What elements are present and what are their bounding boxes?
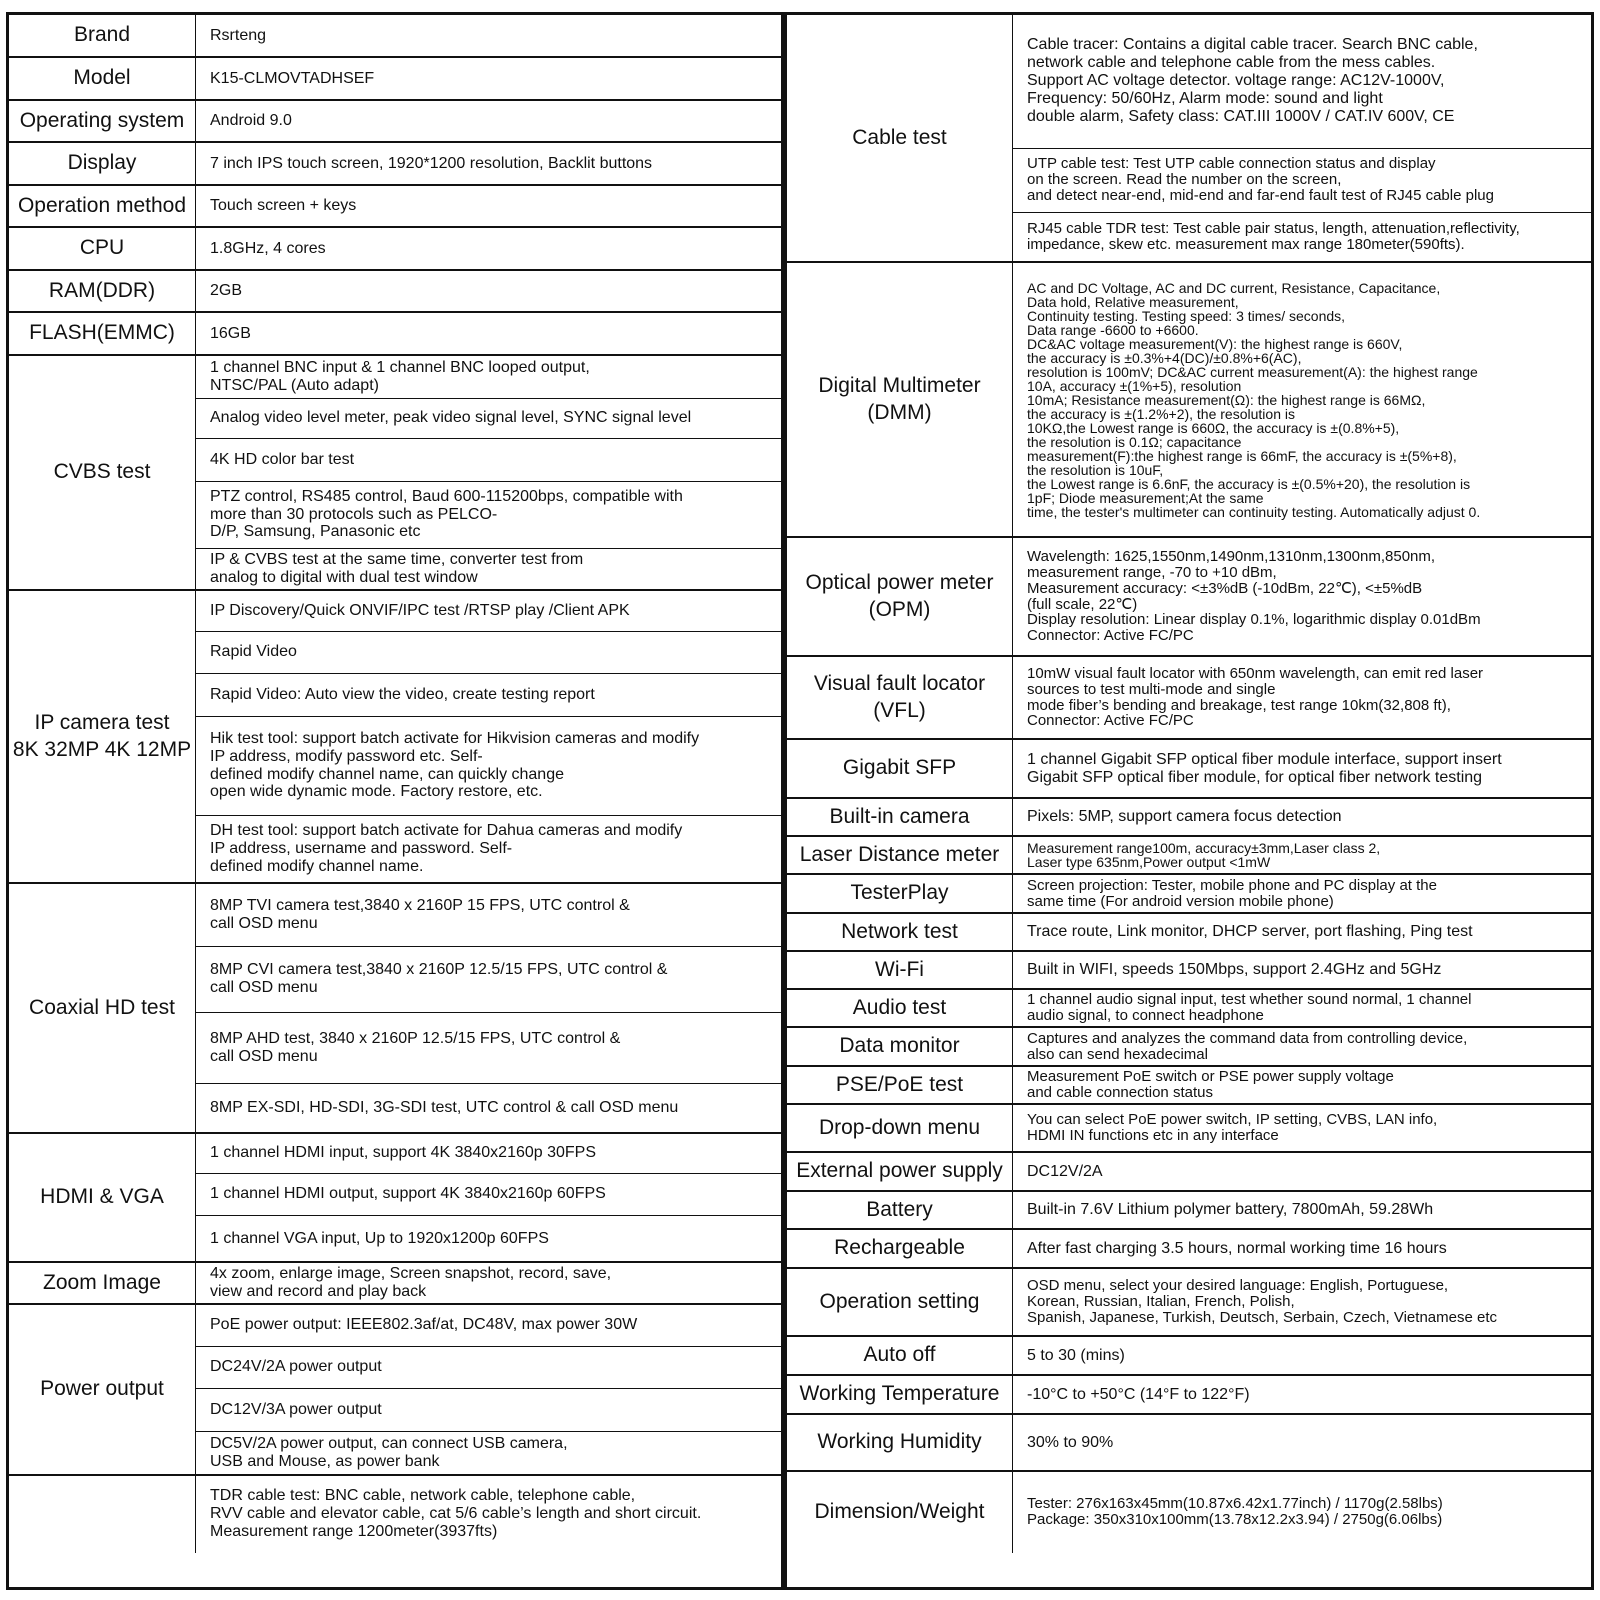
value-power-output-3: DC12V/3A power output — [210, 1400, 382, 1418]
value-coaxial-hd-test-1: 8MP TVI camera test,3840 x 2160P 15 FPS, UTC control & call OSD menu — [210, 896, 630, 932]
label-operation-method: Operation method — [9, 185, 196, 227]
value-laser-distance-meter: Measurement range100m, accuracy±3mm,Laser class 2, Laser type 635nm,Power output <1mW — [1027, 840, 1381, 870]
value-hdmi-vga-3: 1 channel VGA input, Up to 1920x1200p 60FPS — [210, 1229, 549, 1247]
value-pse-poe-test: Measurement PoE switch or PSE power supply voltage and cable connection status — [1027, 1068, 1394, 1101]
value-coaxial-hd-test-3: 8MP AHD test, 3840 x 2160P 12.5/15 FPS, UTC control & call OSD menu — [210, 1029, 621, 1065]
value-coaxial-hd-test-2: 8MP CVI camera test,3840 x 2160P 12.5/15 FPS, UTC control & call OSD menu — [210, 961, 668, 996]
value-zoom-image: 4x zoom, enlarge image, Screen snapshot, record, save, view and record and play back — [210, 1265, 612, 1300]
label-ip-camera-test: IP camera test 8K 32MP 4K 12MP — [9, 590, 196, 883]
value-cpu: 1.8GHz, 4 cores — [210, 239, 326, 257]
value-operating-system: Android 9.0 — [210, 112, 292, 130]
label-cable-test: Cable test — [787, 14, 1013, 262]
label-gigabit-sfp: Gigabit SFP — [787, 739, 1013, 798]
label-operating-system: Operating system — [9, 100, 196, 142]
label-drop-down-menu: Drop-down menu — [787, 1104, 1013, 1152]
value-wi-fi: Built in WIFI, speeds 150Mbps, support 2.4GHz and 5GHz — [1027, 961, 1442, 979]
value-digital-multimeter: AC and DC Voltage, AC and DC current, Resistance, Capacitance, Data hold, Relative measurement, Continuity testing. Testing speed: 3 times/ seconds, Data range -6600 to +6600. DC&AC voltage measurement(V): the highest range is 660V, the accuracy is ±0.3%+4(DC)/±0.8%+6(AC), resolution is 100mV; DC&AC current measurement(A): the highest range 10A, accuracy ±(1%+5), resolution 10mA; Resistance measurement(Ω): the highest range is 66MΩ, the accuracy is ±(1.2%+2), the resolution is 10KΩ,the Lowest range is 660Ω, the accuracy is ±(0.8%+5), the resolution is 0.1Ω; capacitance measurement(F):the highest range is 66mF, the accuracy is ±(5%+8), the resolution is 10uF, the Lowest range is 6.6nF, the accuracy is ±(0.5%+20), the resolution is 1pF; Diode measurement;At the same time, the tester's multimeter can continuity testing. Automatically adjust 0. — [1027, 279, 1481, 520]
value-ip-camera-test-2: Rapid Video — [210, 643, 297, 661]
value-brand: Rsrteng — [210, 26, 267, 44]
label-testerplay: TesterPlay — [787, 874, 1013, 913]
label-auto-off: Auto off — [787, 1336, 1013, 1375]
value-hdmi-vga-1: 1 channel HDMI input, support 4K 3840x2160p 30FPS — [210, 1144, 597, 1162]
label-network-test: Network test — [787, 913, 1013, 951]
value-rechargeable: After fast charging 3.5 hours, normal working time 16 hours — [1027, 1239, 1447, 1257]
value-working-humidity: 30% to 90% — [1027, 1433, 1114, 1451]
label-digital-multimeter: Digital Multimeter (DMM) — [787, 262, 1013, 537]
label-working-humidity: Working Humidity — [787, 1414, 1013, 1471]
value-display: 7 inch IPS touch screen, 1920*1200 resolution, Backlit buttons — [210, 154, 653, 172]
value-power-output-2: DC24V/2A power output — [210, 1358, 382, 1376]
value-coaxial-hd-test-4: 8MP EX-SDI, HD-SDI, 3G-SDI test, UTC control & call OSD menu — [210, 1099, 679, 1117]
value-cvbs-test-1: 1 channel BNC input & 1 channel BNC looped output, NTSC/PAL (Auto adapt) — [210, 358, 590, 394]
label-visual-fault-locator: Visual fault locator (VFL) — [787, 656, 1013, 739]
value-auto-off: 5 to 30 (mins) — [1027, 1346, 1125, 1364]
value-testerplay: Screen projection: Tester, mobile phone and PC display at the same time (For android version mobile phone) — [1027, 876, 1437, 910]
value-operation-method: Touch screen + keys — [210, 197, 357, 215]
label-pse-poe-test: PSE/PoE test — [787, 1066, 1013, 1104]
value-ip-camera-test-4: Hik test tool: support batch activate for Hikvision cameras and modify IP address, modify password etc. Self- defined modify channel name, can quickly change open wide dynamic mode. Factory restore, etc. — [210, 729, 700, 801]
label-flash-emmc: FLASH(EMMC) — [9, 312, 196, 355]
value-ram-ddr: 2GB — [210, 282, 243, 300]
value-dimension-weight: Tester: 276x163x45mm(10.87x6.42x1.77inch) / 1170g(2.58lbs) Package: 350x310x100mm(13.78x12.2x3.94) / 2750g(6.06lbs) — [1027, 1495, 1443, 1528]
value-ip-camera-test-1: IP Discovery/Quick ONVIF/IPC test /RTSP play /Client APK — [210, 601, 630, 619]
label-coaxial-hd-test: Coaxial HD test — [9, 883, 196, 1133]
label-dimension-weight: Dimension/Weight — [787, 1471, 1013, 1553]
label-audio-test: Audio test — [787, 989, 1013, 1027]
value-cable-test-1: Cable tracer: Contains a digital cable tracer. Search BNC cable, network cable and telephone cable from the mess cables. Support AC voltage detector. voltage range: AC12V-1000V, Frequency: 50/60Hz, Alarm mode: sound and light double alarm, Safety class: CAT.III 1000V / CAT.IV 600V, CE — [1027, 36, 1478, 125]
value-working-temperature: -10°C to +50°C (14°F to 122°F) — [1027, 1385, 1250, 1403]
value-operation-setting: OSD menu, select your desired language: English, Portuguese, Korean, Russian, Italian, French, Polish, Spanish, Japanese, Turkish, Deutsch, Serbain, Czech, Vietnamese etc — [1027, 1277, 1497, 1326]
label-data-monitor: Data monitor — [787, 1027, 1013, 1066]
label-power-output: Power output — [9, 1304, 196, 1475]
label-zoom-image: Zoom Image — [9, 1262, 196, 1304]
value-data-monitor: Captures and analyzes the command data from controlling device, also can send hexadecimal — [1027, 1029, 1468, 1063]
value-cvbs-test-2: Analog video level meter, peak video signal level, SYNC signal level — [210, 409, 692, 427]
label-rechargeable: Rechargeable — [787, 1229, 1013, 1268]
label-model: Model — [9, 57, 196, 100]
label-external-power-supply: External power supply — [787, 1152, 1013, 1191]
value-hdmi-vga-2: 1 channel HDMI output, support 4K 3840x2160p 60FPS — [210, 1185, 606, 1203]
label-display: Display — [9, 142, 196, 185]
value-blank: TDR cable test: BNC cable, network cable, telephone cable, RVV cable and elevator cable, cat 5/6 cable’s length and short circuit. Measurement range 1200meter(3937fts) — [210, 1487, 702, 1540]
value-cable-test-2: UTP cable test: Test UTP cable connection status and display on the screen. Read the number on the screen, and detect near-end, mid-end and far-end fault test of RJ45 cable plug — [1027, 155, 1494, 204]
spec-table-right — [784, 12, 1594, 1590]
label-cvbs-test: CVBS test — [9, 355, 196, 590]
value-network-test: Trace route, Link monitor, DHCP server, port flashing, Ping test — [1027, 923, 1473, 941]
value-drop-down-menu: You can select PoE power switch, IP setting, CVBS, LAN info, HDMI IN functions etc in any interface — [1027, 1111, 1438, 1144]
label-operation-setting: Operation setting — [787, 1268, 1013, 1336]
value-model: K15-CLMOVTADHSEF — [210, 69, 375, 87]
value-optical-power-meter: Wavelength: 1625,1550nm,1490nm,1310nm,1300nm,850nm, measurement range, -70 to +10 dBm, Measurement accuracy: <±3%dB (-10dBm, 22℃), <±5%dB (full scale, 22℃) Display resolution: Linear display 0.1%, logarithmic display 0.01dBm Connector: Active FC/PC — [1027, 548, 1481, 644]
label-working-temperature: Working Temperature — [787, 1375, 1013, 1414]
value-cvbs-test-4: PTZ control, RS485 control, Baud 600-115200bps, compatible with more than 30 protocols such as PELCO- D/P, Samsung, Panasonic etc — [210, 487, 683, 541]
label-battery: Battery — [787, 1191, 1013, 1229]
spec-table-left — [6, 12, 784, 1590]
value-cvbs-test-5: IP & CVBS test at the same time, converter test from analog to digital with dual test window — [210, 551, 584, 586]
value-gigabit-sfp: 1 channel Gigabit SFP optical fiber module interface, support insert Gigabit SFP optical fiber module, for optical fiber network testing — [1027, 750, 1502, 786]
value-battery: Built-in 7.6V Lithium polymer battery, 7800mAh, 59.28Wh — [1027, 1201, 1434, 1219]
value-external-power-supply: DC12V/2A — [1027, 1162, 1103, 1180]
value-audio-test: 1 channel audio signal input, test whether sound normal, 1 channel audio signal, to connect headphone — [1027, 991, 1472, 1024]
label-hdmi-vga: HDMI & VGA — [9, 1133, 196, 1262]
label-blank — [9, 1475, 196, 1553]
value-visual-fault-locator: 10mW visual fault locator with 650nm wavelength, can emit red laser sources to test multi-mode and single mode fiber’s bending and breakage, test range 10km(32,808 ft), Connector: Active FC/PC — [1027, 665, 1484, 730]
label-built-in-camera: Built-in camera — [787, 798, 1013, 836]
value-built-in-camera: Pixels: 5MP, support camera focus detection — [1027, 808, 1342, 826]
label-cpu: CPU — [9, 227, 196, 270]
value-ip-camera-test-5: DH test tool: support batch activate for Dahua cameras and modify IP address, username and password. Self- defined modify channel name. — [210, 822, 683, 875]
value-power-output-4: DC5V/2A power output, can connect USB camera, USB and Mouse, as power bank — [210, 1435, 568, 1470]
value-flash-emmc: 16GB — [210, 324, 251, 342]
value-cable-test-3: RJ45 cable TDR test: Test cable pair status, length, attenuation,reflectivity, impedance, skew etc. measurement max range 180meter(590fts). — [1027, 220, 1520, 253]
value-power-output-1: PoE power output: IEEE802.3af/at, DC48V, max power 30W — [210, 1316, 638, 1334]
value-ip-camera-test-3: Rapid Video: Auto view the video, create testing report — [210, 685, 595, 703]
label-optical-power-meter: Optical power meter (OPM) — [787, 537, 1013, 656]
label-wi-fi: Wi-Fi — [787, 951, 1013, 989]
label-laser-distance-meter: Laser Distance meter — [787, 836, 1013, 874]
label-ram-ddr: RAM(DDR) — [9, 270, 196, 312]
value-cvbs-test-3: 4K HD color bar test — [210, 450, 355, 468]
label-brand: Brand — [9, 14, 196, 57]
